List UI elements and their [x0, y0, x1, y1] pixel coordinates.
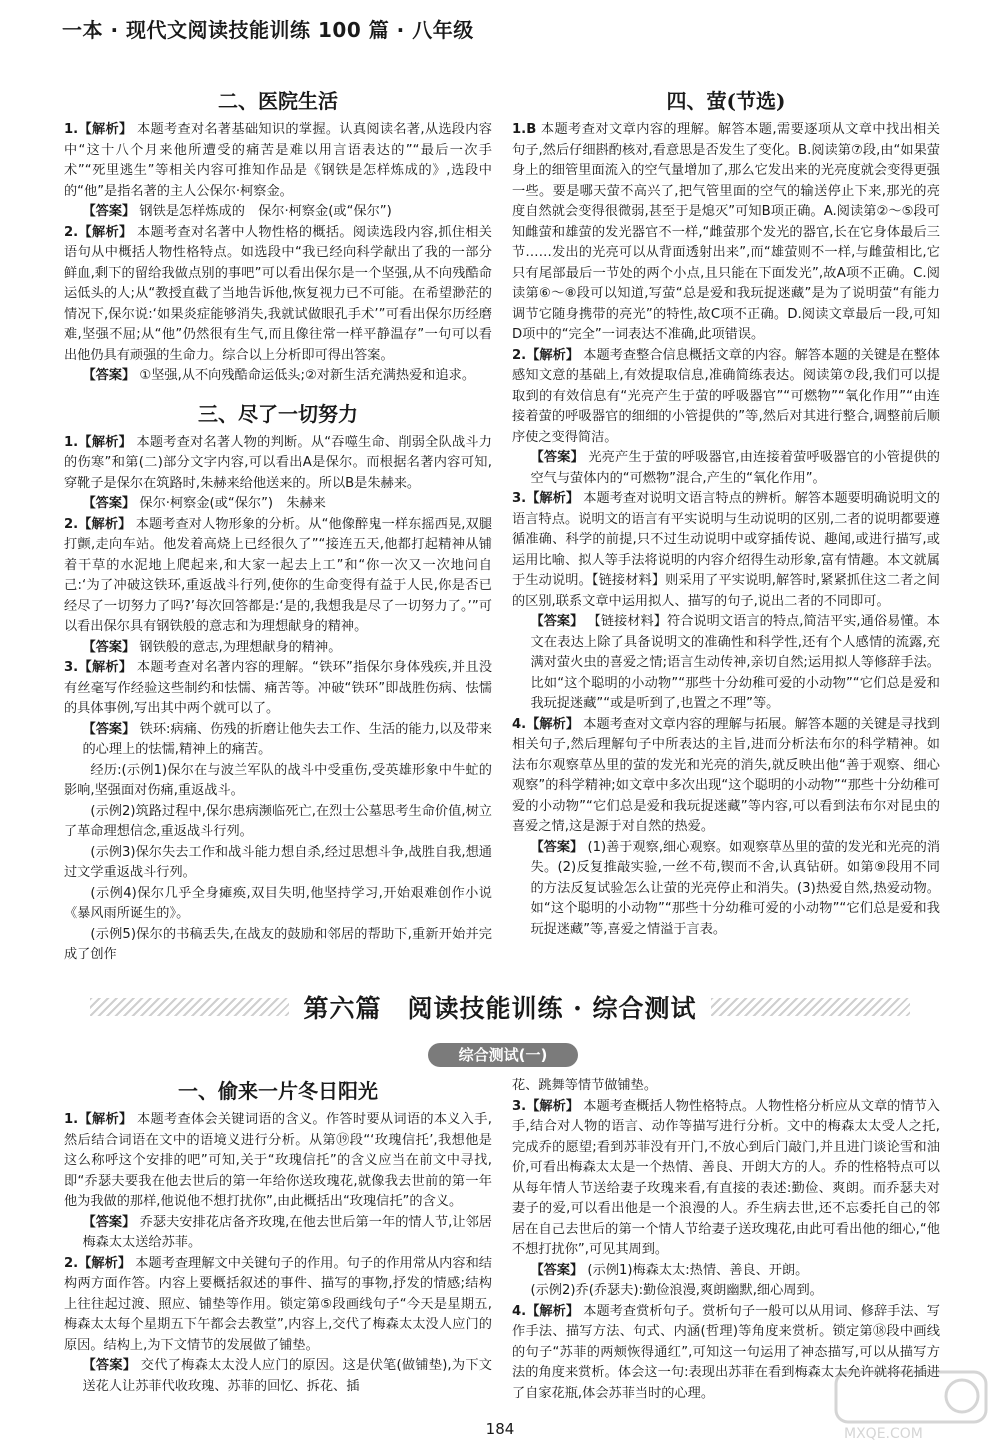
item-number: 1. [64, 122, 79, 137]
answer-line [64, 494, 492, 515]
answer-text: ①坚强,从不向残酷命运低头;②对新生活充满热爱和追求。 [139, 368, 476, 383]
analysis-tag: 【解析】 [78, 434, 133, 450]
svg-text:MXQE.COM: MXQE.COM [844, 1426, 923, 1442]
analysis-tag: 【解析】 [526, 716, 580, 732]
item-number: 2. [64, 224, 79, 240]
answer-tag: 【答案】 [530, 1262, 584, 1278]
examples-list [64, 761, 492, 966]
analysis-text: 本题考查理解文中关键句子的作用。句子的作用常从内容和结构两方面作答。内容上要概括叙述的事件、描写的事物,抒发的情感;结构上往往起过渡、照应、铺垫等作用。锁定第⑤段画线句子“今天是星期五,梅森太太每个星期五下午都会去教堂”,内容上,交代了梅森太太没人应门的原因。结构上,为下文情节的发展做了铺垫。 [64, 1255, 492, 1353]
answer-line [64, 202, 492, 223]
analysis-tag: 【解析】 [78, 516, 132, 532]
answer-tag: 【答案】 [82, 639, 136, 655]
item-number: 2. [64, 516, 79, 532]
item-number: 3. [512, 491, 527, 506]
answer-text: 交代了梅森太太没人应门的原因。这是伏笔(做铺垫),为下文送花人让苏菲代收玫瑰、苏菲的回忆、拆花、插 [82, 1358, 492, 1394]
item-number: 1. [64, 1112, 79, 1127]
item-number: 2. [64, 1255, 79, 1271]
answer-line [512, 612, 940, 715]
answer-text: (1)善于观察,细心观察。如观察草丛里的萤的发光和光亮的消失。(2)反复推敲实验,一丝不苟,锲而不舍,认真钻研。如第⑨段用不同的方法反复试验怎么让萤的光亮停止和消失。(3)热爱自然,热爱动物。如“这个聪明的小动物”“那些十分幼稚可爱的小动物”“它们总是爱和我玩捉迷藏”等,喜爱之情溢于言表。 [530, 839, 941, 937]
item-number: 3. [512, 1098, 527, 1114]
answer-line [64, 720, 492, 761]
answer-line [64, 1213, 492, 1254]
section-items [512, 120, 940, 940]
answer-item [64, 658, 492, 720]
example-line: (示例2)筑路过程中,保尔患病濒临死亡,在烈士公墓思考生命价值,树立了革命理想信念,重返战斗行列。 [64, 803, 492, 839]
banner-hatch-left [90, 998, 289, 1016]
continued-text: 花、跳舞等情节做铺垫。 [512, 1078, 658, 1093]
analysis-text: 本题考查对文章内容的理解。解答本题,需要逐项从文章中找出相关句子,然后仔细斟酌核对,看意思是否发生了变化。B.阅读第⑦段,由“如果萤身上的细管里面流入的空气量增加了,那么它发出来的光亮度就会变得更强一些。要是哪天萤不高兴了,把气管里面的空气的输送停止下来,那光的亮度自然就会变得很微弱,甚至于是熄灭”可知B项正确。A.阅读第②～⑤段可知雌萤和雄萤的发光器官不一样,“雌萤那个发光的器官,长在它身体最后三节……发出的光亮可以从背面透射出来”,而“雄萤则不一样,与雌萤相比,它只有尾部最后一节处的两个小点,且只能在下面发光”,故A项不正确。C.阅读第⑥～⑧段可以知道,写萤“总是爱和我玩捉迷藏”是为了说明萤“有能力调节它随身携带的亮光”的特性,故C项不正确。D.阅读文章最后一段,可知D项中的“完全”一词表达不准确,此项错误。 [512, 122, 940, 342]
analysis-text: 本题考查概括人物性格特点。人物性格分析应从文章的情节入手,结合对人物的语言、动作等描写进行分析。文中的梅森太太受人之托,完成乔的愿望;看到苏菲没有开门,不放心到后门敲门,并且进门谈论雪和油价,可看出梅森太太是一个热情、善良、开朗大方的人。乔的性格特点可以从每年情人节送给妻子玫瑰来看,有直接的表述:勤俭、爽朗。而乔瑟夫对妻子的爱,可以看出他是一个浪漫的人。乔生病去世,还不忘委托自己的邻居在自己去世后的第一个情人节给妻子送玫瑰花,由此可看出他的细心,“他不想打扰你”,可见其周到。 [512, 1098, 940, 1257]
item-number: 4. [512, 716, 527, 732]
analysis-text: 本题考查体会关键词语的含义。作答时要从词语的本义入手,然后结合词语在文中的语境义进行分析。从第⑲段“‘玫瑰信托’,我想他是这么称呼这个安排的吧”可知,关于“玫瑰信托”的含义应当在前文中寻找,即“乔瑟夫要我在他去世后的第一年给你送玫瑰花,就像我去世前的第一年他为我做的那样,他说他不想打扰你”,由此概括出“玫瑰信托”的含义。 [64, 1112, 492, 1209]
item-number: 1. [512, 122, 527, 137]
section-title: 二、医院生活 [218, 89, 338, 113]
answer-text: 钢铁般的意志,为理想献身的精神。 [139, 639, 342, 655]
section-items [64, 1110, 492, 1397]
right-column-top [512, 86, 940, 940]
analysis-text: 本题考查对名著中人物性格的概括。阅读选段内容,抓住相关语句从中概括人物性格特点。如选段中“我已经向科学献出了我的一部分鲜血,剩下的留给我做点别的事吧”可以看出保尔是一个坚强,从不向残酷命运低头的人;从“教授直截了当地告诉他,恢复视力已不可能。在希望渺茫的情况下,保尔说:‘如果炎症能够消失,我就试做眼孔手术’”可看出保尔历经磨难,坚强不屈;从“他”仍然很有生气,而且像往常一样平静温存”一句可以看出他仍具有顽强的生命力。综合以上分析即可得出答案。 [64, 224, 492, 363]
watermark-logo [832, 1366, 992, 1446]
answer-line [64, 1356, 492, 1397]
answer-tag: 【答案】 [82, 721, 136, 737]
section-title: 四、萤(节选) [666, 89, 786, 113]
answer-tag: 【答案】 [82, 368, 136, 383]
answer-line [512, 838, 940, 941]
analysis-tag: B [526, 122, 537, 137]
answer-item [64, 515, 492, 638]
example-line: (示例3)保尔失去工作和战斗能力想自杀,经过思想斗争,战胜自我,想通过文学重返战斗行列。 [64, 844, 492, 880]
answer-text: 【链接材料】符合说明文语言的特点,简洁平实,通俗易懂。本文在表达上除了具备说明文的准确性和科学性,还有个人感情的流露,充满对萤火虫的喜爱之情;语言生动传神,亲切自然;运用拟人等修辞手法。比如“这个聪明的小动物”“那些十分幼稚可爱的小动物”“它们总是爱和我玩捉迷藏”“或是听到了,也置之不理”等。 [530, 614, 940, 711]
analysis-text: 本题考查对文章内容的理解与拓展。解答本题的关键是寻找到相关句子,然后理解句子中所表达的主旨,进而分析法布尔的科学精神。如法布尔观察草丛里的萤的发光和光亮的消失,就反映出他“善于观察、细心观察”的科学精神;如文章中多次出现“这个聪明的小动物”“那些十分幼稚可爱的小动物”“它们总是爱和我玩捉迷藏”等内容,可以看到法布尔对昆虫的喜爱之情,这是源于对自然的热爱。 [512, 716, 940, 834]
section-title: 一、偷来一片冬日阳光 [178, 1079, 378, 1103]
answer-text: (示例2)乔(乔瑟夫):勤俭浪漫,爽朗幽默,细心周到。 [530, 1283, 823, 1298]
analysis-tag: 【解析】 [78, 660, 133, 675]
section-items [64, 120, 492, 387]
item-number: 1. [64, 434, 79, 450]
banner-hatch-right [711, 998, 910, 1016]
answer-tag: 【答案】 [530, 839, 584, 855]
part-banner [90, 987, 910, 1027]
analysis-text: 本题考查整合信息概括文章的内容。解答本题的关键是在整体感知文意的基础上,有效提取信息,准确简练表达。阅读第⑦段,我们可以提取到的有效信息有“光亮产生于萤的呼吸器官”“可燃物”“氧化作用”“由连接着萤的呼吸器官的细细的小管提供的”等,然后对其进行整合,调整前后顺序使之变得简洁。 [512, 347, 940, 445]
section-title: 三、尽了一切努力 [198, 401, 358, 426]
answer-text: 铁环:病痛、伤残的折磨让他失去工作、生活的能力,以及带来的心理上的怯懦,精神上的痛苦。 [82, 721, 492, 757]
analysis-text: 本题考查对人物形象的分析。从“他像醉鬼一样东摇西晃,双腿打颤,走向车站。他发着高烧上已经很久了”“接连五天,他都打起精神从铺着干草的水泥地上爬起来,和大家一起去上工”和“你一次又一次地问自己:‘为了冲破这铁环,重返战斗行列,使你的生命变得有益于人民,你是否已经尽了一切努力了吗?’每次回答都是:‘是的,我想我是尽了一切努力了。’”可以看出保尔具有钢铁般的意志和为理想献身的精神。 [64, 516, 493, 634]
answer-text: 钢铁是怎样炼成的 保尔·柯察金(或“保尔”) [139, 204, 392, 219]
answer-item [64, 1254, 492, 1357]
answer-item [64, 223, 492, 367]
item-number: 3. [64, 660, 79, 675]
book-title: 一本 · 现代文阅读技能训练 100 篇 · 八年级 [62, 18, 474, 42]
analysis-tag: 【解析】 [526, 347, 580, 363]
left-column-top [64, 86, 492, 966]
section-items [512, 1097, 940, 1405]
analysis-tag: 【解析】 [78, 224, 133, 240]
item-number: 4. [512, 1303, 527, 1319]
answer-text: 乔瑟夫安排花店备齐玫瑰,在他去世后第一年的情人节,让邻居梅森太太送给苏菲。 [82, 1214, 492, 1250]
answer-item [512, 489, 940, 612]
left-column-bottom [64, 1076, 492, 1397]
answer-item [512, 346, 940, 449]
banner-title: 第六篇 阅读技能训练 · 综合测试 [303, 994, 697, 1023]
analysis-tag: 【解析】 [78, 1255, 132, 1271]
analysis-text: 本题考查赏析句子。赏析句子一般可以从用词、修辞手法、写作手法、描写方法、句式、内涵(哲理)等角度来赏析。锁定第⑱段中画线的句子“苏菲的两颊恢得通红”,可知这一句运用了神态描写,可以从描写方法的角度来赏析。体会这一句:表现出苏菲在看到梅森太太允许就将花插进了自家花瓶,体会苏菲当时的心理。 [512, 1303, 940, 1401]
analysis-text: 本题考查对名著人物的判断。从“吞噬生命、削弱全队战斗力的伤寒”和第(二)部分文字内容,可以看出A是保尔。而根据名著内容可知,穿靴子是保尔在筑路时,朱赫来给他送来的。所以B是朱赫来。 [64, 434, 492, 491]
answer-tag: 【答案】 [82, 1214, 136, 1230]
analysis-tag: 【解析】 [526, 491, 580, 506]
answer-tag: 【答案】 [82, 1358, 137, 1373]
example-line: (示例4)保尔几乎全身瘫痪,双目失明,他坚持学习,开始艰难创作小说《暴风雨所诞生的》。 [64, 885, 492, 921]
example-line: (示例5)保尔的书稿丢失,在战友的鼓励和邻居的帮助下,重新开始并完成了创作 [64, 926, 492, 962]
answer-tag: 【答案】 [530, 614, 584, 629]
analysis-tag: 【解析】 [526, 1098, 580, 1114]
answer-line [64, 638, 492, 659]
answer-text: (示例1)梅森太太:热情、善良、开朗。 [587, 1262, 809, 1278]
analysis-tag: 【解析】 [526, 1303, 580, 1319]
answer-item [512, 1097, 940, 1261]
item-number: 2. [512, 347, 527, 363]
analysis-text: 本题考查对说明文语言特点的辨析。解答本题要明确说明文的语言特点。说明文的语言有平实说明与生动说明的区别,二者的说明都要遵循准确、科学的前提,只不过生动说明中或穿插传说、趣闻,或进行描写,或运用比喻、拟人等手法将说明的内容介绍得生动形象,富有情趣。本文就属于生动说明。【链接材料】则采用了平实说明,解答时,紧紧抓住这二者之间的区别,联系文章中运用拟人、描写的句子,说出二者的不同即可。 [512, 491, 940, 609]
answer-line [512, 1281, 940, 1302]
test-badge: 综合测试(一) [428, 1043, 578, 1067]
analysis-tag: 【解析】 [78, 1112, 133, 1127]
answer-item [64, 433, 492, 495]
answer-tag: 【答案】 [82, 204, 136, 219]
answer-tag: 【答案】 [530, 450, 584, 465]
analysis-text: 本题考查对名著基础知识的掌握。认真阅读名著,从选段内容中“这十八个月来他所遭受的痛苦是难以用言语表达的”“最后一次手术”“死里逃生”等相关内容可推知作品是《钢铁是怎样炼成的》,选段中的“他”是指名著的主人公保尔·柯察金。 [64, 122, 492, 199]
answer-line [512, 448, 940, 489]
analysis-tag: 【解析】 [78, 122, 133, 137]
answer-line [64, 366, 492, 387]
answer-item [64, 120, 492, 202]
answer-text: 光亮产生于萤的呼吸器官,由连接着萤呼吸器官的小管提供的空气与萤体内的“可燃物”混合,产生的“氧化作用”。 [530, 450, 940, 486]
answer-line [512, 1261, 940, 1282]
answer-item [512, 120, 940, 346]
answer-item [512, 715, 940, 838]
right-column-bottom [512, 1076, 940, 1404]
page-number: 184 [485, 1420, 515, 1438]
section-items [64, 433, 492, 761]
answer-item [64, 1110, 492, 1213]
example-line: 经历:(示例1)保尔在与波兰军队的战斗中受重伤,受英雄形象中牛虻的影响,坚强面对伤痛,重返战斗。 [64, 762, 492, 798]
answer-text: 保尔·柯察金(或“保尔”) 朱赫来 [139, 496, 326, 511]
analysis-text: 本题考查对名著内容的理解。“铁环”指保尔身体残疾,并且没有丝毫写作经验这些制约和怯懦、痛苦等。冲破“铁环”即战胜伤病、怯懦的具体事例,写出其中两个就可以了。 [64, 660, 493, 716]
answer-tag: 【答案】 [82, 496, 136, 511]
